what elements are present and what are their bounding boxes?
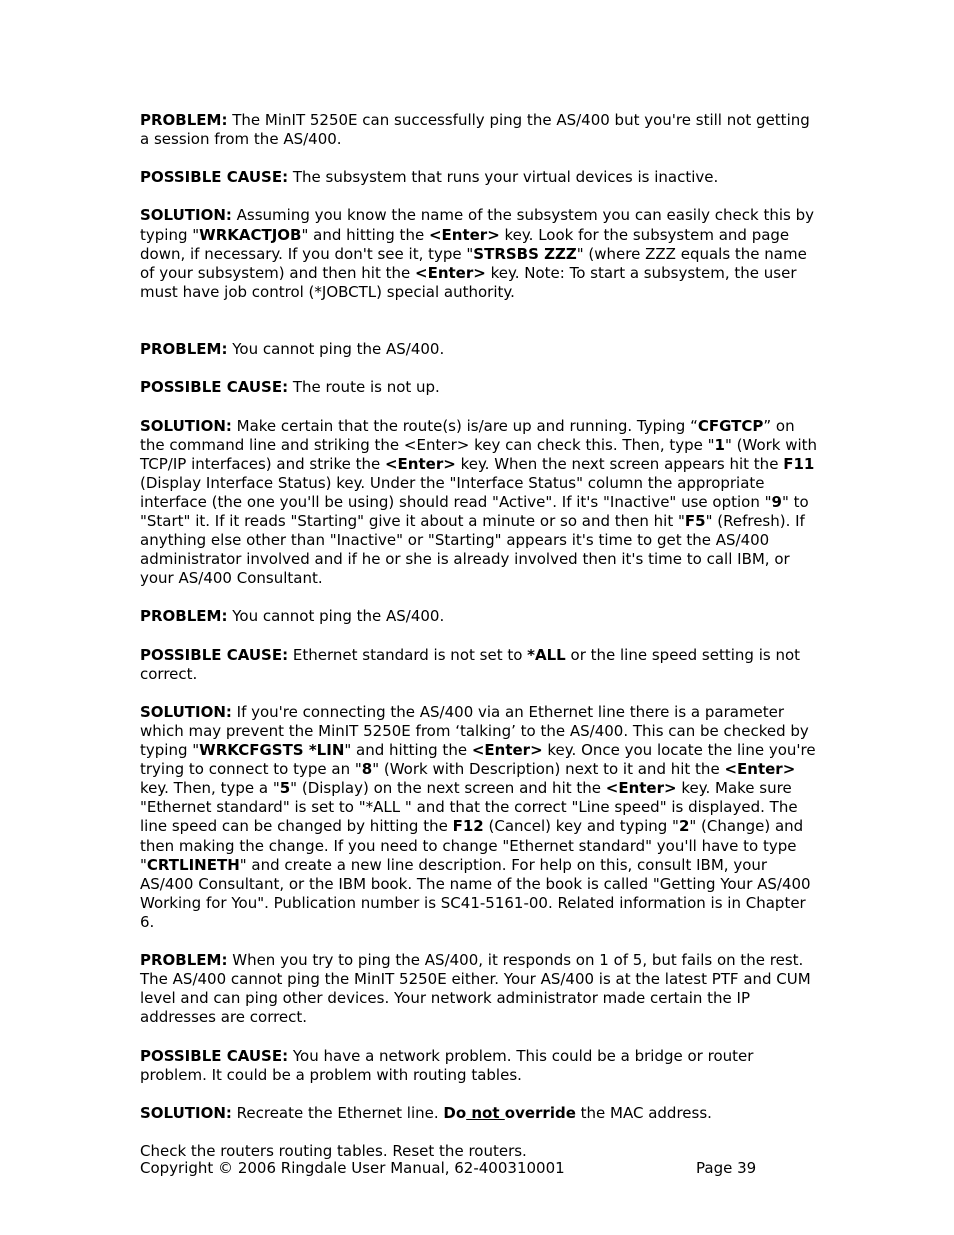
bold-text-run: SOLUTION: — [140, 416, 232, 435]
bold-text-run: <Enter> — [384, 454, 456, 473]
text-paragraph — [140, 340, 820, 359]
text-run: (Display Interface Status) key. Under the "Interface Status" column the appropriate interface (the one you'll be using) should read "Active". If it's "Inactive" use option " — [140, 473, 772, 511]
bold-text-run: SOLUTION: — [140, 702, 232, 721]
footer-copyright: Copyright © 2006 Ringdale User Manual, 62-400310001 — [140, 1159, 565, 1177]
bold-text-run: <Enter> — [471, 741, 543, 760]
bold-text-run: override — [504, 1103, 576, 1122]
text-run: The route is not up. — [288, 378, 440, 397]
text-paragraph — [140, 378, 820, 397]
bold-text-run: WRKCFGSTS *LIN — [199, 741, 345, 760]
text-paragraph — [140, 1104, 820, 1123]
text-run: You cannot ping the AS/400. — [227, 607, 445, 626]
footer-page-number: Page 39 — [696, 1159, 757, 1177]
text-paragraph — [140, 607, 820, 626]
text-paragraph — [140, 1047, 820, 1085]
text-run: key. When the next screen appears hit the — [455, 454, 784, 473]
bold-text-run: CRTLINETH — [146, 855, 240, 874]
bold-text-run: not — [466, 1103, 505, 1122]
text-paragraph — [140, 646, 820, 684]
bold-text-run: PROBLEM: — [140, 607, 228, 626]
text-run: " (Refresh). If anything else other than "Inactive" or "Starting" appears it's time to get the AS/400 administrator involved and if he or she is already involved then it's time to call IBM, or your AS/400 Consultant. — [140, 511, 805, 588]
text-run: ” on the command line and striking the <Enter> key can check this. Then, type " — [140, 416, 795, 454]
manual-page-body — [140, 111, 820, 1180]
text-paragraph — [140, 703, 820, 932]
text-run: the MAC address. — [575, 1103, 712, 1122]
bold-text-run: PROBLEM: — [140, 951, 228, 970]
bold-text-run: F11 — [783, 454, 815, 473]
text-run: You have a network problem. This could be a bridge or router problem. It could be a problem with routing tables. — [140, 1046, 754, 1084]
bold-text-run: POSSIBLE CAUSE: — [140, 1046, 289, 1065]
bold-text-run: POSSIBLE CAUSE: — [140, 168, 289, 187]
bold-text-run: STRSBS ZZZ — [473, 244, 577, 263]
bold-text-run: <Enter> — [415, 263, 486, 282]
text-run: " and create a new line description. For help on this, consult IBM, your AS/400 Consultant, or the IBM book. The name of the book is called "Getting Your AS/400 Working for You". Publication number is SC41-5161-00. Related information is in Chapter 6. — [140, 855, 811, 931]
text-paragraph — [140, 168, 820, 187]
text-run: The MinIT 5250E can successfully ping the AS/400 but you're still not getting a session from the AS/400. — [140, 111, 810, 149]
bold-text-run: 2 — [678, 817, 690, 836]
text-paragraph — [140, 111, 820, 149]
text-run: or the line speed setting is not correct. — [140, 645, 801, 683]
text-run: " (Work with TCP/IP interfaces) and strike the — [140, 435, 818, 473]
text-run: Check the routers routing tables. Reset the routers. — [140, 1142, 527, 1161]
bold-text-run: PROBLEM: — [140, 111, 228, 129]
text-paragraph — [140, 206, 820, 301]
bold-text-run: 8 — [361, 760, 373, 779]
bold-text-run: CFGTCP — [697, 416, 764, 435]
bold-text-run: 1 — [714, 435, 725, 454]
text-run: Make certain that the route(s) is/are up and running. Typing “ — [231, 416, 698, 435]
text-run: key. Once you locate the line you're trying to connect to type an " — [140, 741, 816, 779]
bold-text-run: *ALL — [527, 645, 566, 664]
text-run: You cannot ping the AS/400. — [227, 340, 445, 359]
block-spacer — [140, 321, 820, 340]
text-run: Recreate the Ethernet line. — [231, 1103, 444, 1122]
page-footer — [140, 1159, 820, 1178]
text-run: " (where ZZZ equals the name of your subsystem) and then hit the — [140, 244, 807, 282]
text-run: (Cancel) key and typing " — [483, 817, 679, 836]
text-run: " and hitting the — [344, 741, 472, 760]
text-run: " and hitting the — [301, 225, 429, 244]
bold-text-run: <Enter> — [428, 225, 500, 244]
text-run: " (Change) and then making the change. If you need to change "Ethernet standard" you'll have to type " — [140, 817, 804, 874]
text-run: When you try to ping the AS/400, it responds on 1 of 5, but fails on the rest. The AS/400 cannot ping the MinIT 5250E either. Your AS/400 is at the latest PTF and CUM level and can ping other devices. Your network administrator made certain the IP addresses are correct. — [140, 951, 811, 1027]
bold-text-run: POSSIBLE CAUSE: — [140, 645, 289, 664]
bold-text-run: Do — [443, 1103, 467, 1122]
bold-text-run: POSSIBLE CAUSE: — [140, 378, 289, 397]
text-run: key. Look for the subsystem and page down, if necessary. If you don't see it, type " — [140, 225, 790, 263]
bold-text-run: <Enter> — [605, 779, 677, 798]
text-paragraph — [140, 417, 820, 589]
text-run: key. Note: To start a subsystem, the user must have job control (*JOBCTL) special authority. — [140, 263, 797, 301]
text-run: If you're connecting the AS/400 via an Ethernet line there is a parameter which may prevent the MinIT 5250E from ‘talking’ to the AS/400. This can be checked by typing " — [140, 702, 809, 760]
bold-text-run: F12 — [452, 817, 484, 836]
text-run: Ethernet standard is not set to — [288, 645, 528, 664]
text-run: " (Display) on the next screen and hit the — [290, 779, 606, 798]
text-run: key. Then, type a " — [140, 779, 280, 798]
bold-text-run: 9 — [771, 492, 782, 511]
bold-text-run: SOLUTION: — [140, 1103, 232, 1122]
text-run: " to "Start" it. If it reads "Starting" give it about a minute or so and then hit " — [140, 492, 809, 530]
text-run: Assuming you know the name of the subsystem you can easily check this by typing " — [140, 206, 814, 244]
bold-text-run: <Enter> — [724, 760, 796, 779]
bold-text-run: SOLUTION: — [140, 206, 232, 225]
bold-text-run: 5 — [279, 779, 291, 798]
text-run: key. Make sure "Ethernet standard" is set to "*ALL " and that the correct "Line speed" is displayed. The line speed can be changed by hitting the — [140, 779, 798, 836]
text-paragraph — [140, 951, 820, 1027]
text-run: The subsystem that runs your virtual devices is inactive. — [288, 168, 719, 187]
bold-text-run: PROBLEM: — [140, 340, 228, 359]
bold-text-run: F5 — [684, 511, 706, 530]
bold-text-run: WRKACTJOB — [199, 225, 302, 244]
text-run: " (Work with Description) next to it and hit the — [372, 760, 725, 779]
